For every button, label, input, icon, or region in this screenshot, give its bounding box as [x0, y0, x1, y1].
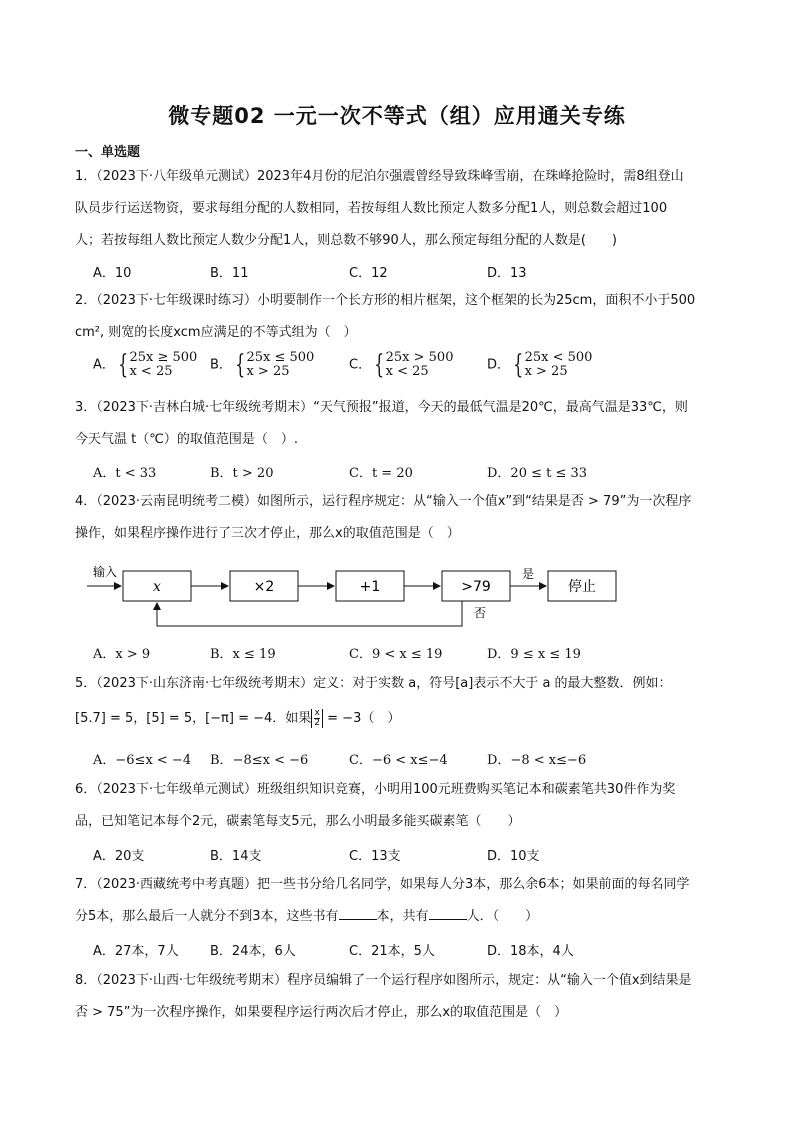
question-line: 3．（2023下·吉林白城·七年级统考期末）“天气预报”报道，今天的最低气温是20℃，最高气温是33℃，则: [75, 400, 688, 415]
fraction-numerator: x: [314, 708, 320, 718]
question-5: [75, 668, 727, 738]
option-c[interactable]: C．21本，5人: [349, 944, 435, 959]
option-label: A．: [93, 357, 115, 373]
option-label: C．: [349, 357, 372, 373]
inequality-line: 25x ≤ 500: [246, 350, 315, 365]
option-c[interactable]: C．9 < x ≤ 19: [349, 647, 443, 662]
flow-no-label: 否: [474, 606, 487, 620]
inequality-line: x < 25: [129, 364, 173, 379]
question-8: [75, 965, 727, 1029]
question-4-options: [93, 643, 733, 669]
question-4: [75, 486, 727, 550]
section-heading: 一、单选题: [75, 145, 141, 160]
question-3: [75, 392, 727, 456]
option-b[interactable]: B．−8≤x < −6: [210, 753, 309, 768]
brace-icon: {: [118, 350, 129, 380]
option-label: D．: [487, 357, 511, 373]
question-line: 6．（2023下·七年级单元测试）班级组织知识竞赛，小明用100元班费购买笔记本和碳素笔共30件作为奖: [75, 782, 676, 797]
question-text: 人．（ ）: [466, 909, 539, 924]
question-line: 8．（2023下·山西·七年级统考期末）程序员编辑了一个运行程序如图所示，规定：从“输入一个值x到结果是: [75, 973, 692, 988]
option-d[interactable]: D．20 ≤ t ≤ 33: [487, 466, 588, 481]
question-3-options: [93, 462, 733, 488]
question-line: 品，已知笔记本每个2元，碳素笔每支5元，那么小明最多能买碳素笔（ ）: [75, 814, 521, 829]
flow-box-stop-label: 停止: [568, 579, 596, 595]
inequality-line: 25x ≥ 500: [129, 350, 198, 365]
question-6-options: [93, 845, 733, 871]
program-flowchart: [85, 562, 645, 634]
flow-input-label: 输入: [93, 565, 118, 579]
option-a[interactable]: A．x > 9: [93, 647, 151, 662]
question-2-options: [93, 351, 733, 385]
inequality-line: x < 25: [385, 364, 429, 379]
option-a[interactable]: A．27本，7人: [93, 944, 179, 959]
question-line: 1．（2023下·八年级单元测试）2023年4月份的尼泊尔强震曾经导致珠峰雪崩，在珠峰抢险时，需8组登山: [75, 169, 684, 184]
question-line: 人；若按每组人数比预定人数少分配1人，则总数不够90人，那么预定每组分配的人数是( ): [75, 233, 617, 248]
brace-icon: {: [374, 350, 385, 380]
inequality-system: [525, 351, 593, 379]
option-b[interactable]: B．14支: [210, 849, 262, 864]
option-c[interactable]: C．12: [349, 266, 388, 281]
flow-yes-label: 是: [522, 567, 535, 581]
question-text: 本，共有: [376, 909, 429, 924]
option-c[interactable]: [349, 351, 453, 379]
question-line: [75, 700, 727, 738]
question-text: = −3（ ）: [323, 711, 401, 726]
option-b[interactable]: B．t > 20: [210, 466, 274, 481]
brace-icon: {: [235, 350, 246, 380]
question-7-options: [93, 940, 733, 966]
answer-blank[interactable]: [429, 907, 467, 920]
question-line: 4．（2023·云南昆明统考二模）如图所示，运行程序规定：从“输入一个值x”到“结果是否 > 79”为一次程序: [75, 494, 692, 509]
question-line: 今天气温 t（℃）的取值范围是（ ）.: [75, 432, 298, 447]
option-b[interactable]: B．x ≤ 19: [210, 647, 276, 662]
question-2: [75, 285, 727, 349]
question-text: [5.7] = 5，[5] = 5，[−π] = −4．如果: [75, 711, 312, 726]
fraction-denominator: 2: [314, 718, 321, 728]
option-a[interactable]: A．−6≤x < −4: [93, 753, 192, 768]
question-5-options: [93, 749, 733, 775]
answer-blank[interactable]: [339, 907, 377, 920]
question-7: [75, 869, 727, 933]
inequality-system: [386, 351, 454, 379]
inequality-line: 25x > 500: [385, 350, 454, 365]
option-d[interactable]: D．9 ≤ x ≤ 19: [487, 647, 581, 662]
inequality-line: x > 25: [524, 364, 568, 379]
option-label: B．: [210, 357, 232, 373]
option-d[interactable]: D．10支: [487, 849, 540, 864]
inequality-line: x > 25: [246, 364, 290, 379]
option-a[interactable]: A．10: [93, 266, 132, 281]
question-line: 否 > 75”为一次程序操作，如果要程序运行两次后才停止，那么x的取值范围是（ ）: [75, 1005, 568, 1020]
option-a[interactable]: A．20支: [93, 849, 145, 864]
option-d[interactable]: [487, 351, 592, 379]
question-line: 7．（2023·西藏统考中考真题）把一些书分给几名同学，如果每人分3本，那么余6本；如果前面的每名同学: [75, 877, 690, 892]
option-b[interactable]: [210, 351, 314, 379]
loop-arrow-icon: [157, 601, 462, 626]
flow-box-x-label: x: [153, 579, 161, 595]
option-c[interactable]: C．−6 < x≤−4: [349, 753, 448, 768]
option-d[interactable]: D．−8 < x≤−6: [487, 753, 587, 768]
option-d[interactable]: D．18本，4人: [487, 944, 574, 959]
inequality-line: 25x < 500: [524, 350, 593, 365]
question-line: 操作，如果程序操作进行了三次才停止，那么x的取值范围是（ ）: [75, 526, 460, 541]
inequality-system: [246, 351, 314, 379]
option-b[interactable]: B．11: [210, 266, 249, 281]
page-title: 微专题02 一元一次不等式（组）应用通关专练: [168, 104, 626, 128]
question-line: [75, 901, 727, 933]
option-c[interactable]: C．t = 20: [349, 466, 413, 481]
option-a[interactable]: A．t < 33: [93, 466, 157, 481]
question-6: [75, 774, 727, 838]
flow-box-times2-label: ×2: [253, 579, 275, 595]
question-text: 分5本，那么最后一人就分不到3本，这些书有: [75, 909, 339, 924]
option-c[interactable]: C．13支: [349, 849, 401, 864]
question-1: [75, 161, 727, 257]
question-line: 2．（2023下·七年级课时练习）小明要制作一个长方形的相片框架，这个框架的长为25cm，面积不小于500: [75, 293, 696, 308]
flow-box-compare-label: >79: [461, 579, 491, 595]
question-line: 队员步行运送物资，要求每组分配的人数相同，若按每组人数比预定人数多分配1人，则总数会超过100: [75, 201, 668, 216]
option-b[interactable]: B．24本，6人: [210, 944, 296, 959]
flow-box-plus1-label: +1: [359, 579, 381, 595]
floor-fraction: [311, 709, 323, 728]
option-d[interactable]: D．13: [487, 266, 527, 281]
inequality-system: [129, 351, 197, 379]
brace-icon: {: [513, 350, 524, 380]
question-line: 5．（2023下·山东济南·七年级统考期末）定义：对于实数 a，符号[a]表示不大于 a 的最大整数．例如：: [75, 676, 672, 691]
question-line: cm², 则宽的长度xcm应满足的不等式组为（ ）: [75, 325, 357, 340]
option-a[interactable]: [93, 351, 197, 379]
